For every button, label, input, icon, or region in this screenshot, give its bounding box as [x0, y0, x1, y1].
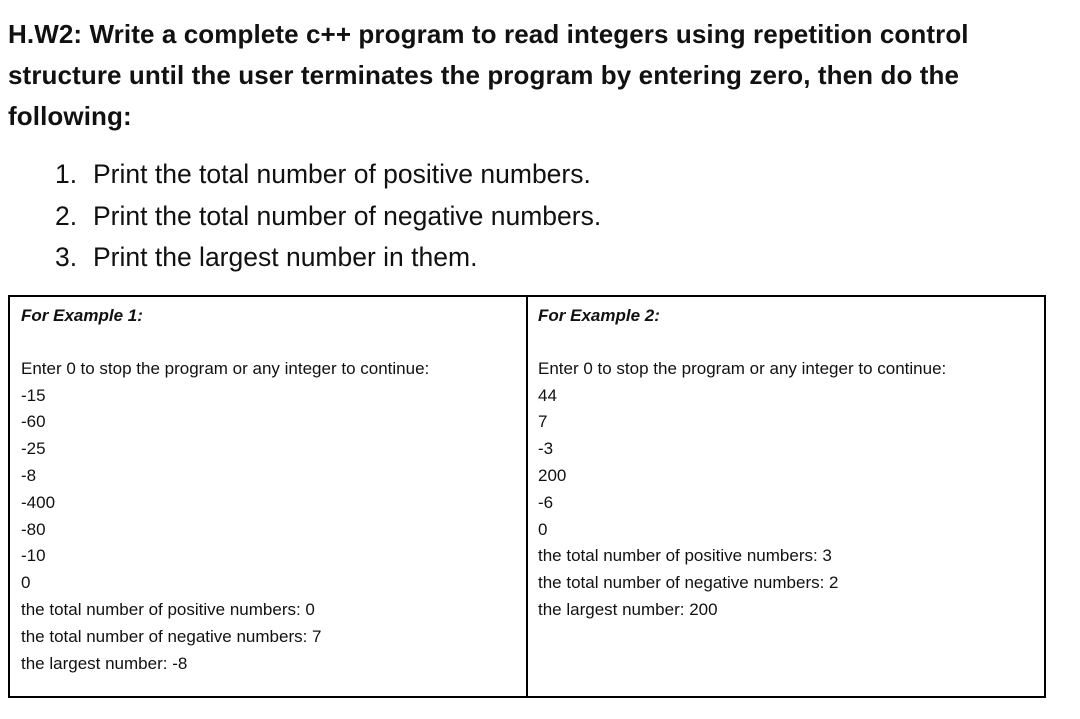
example-2-column — [528, 297, 1044, 696]
task-list — [55, 154, 601, 279]
example-1-input: -60 — [21, 412, 46, 432]
task-item — [55, 196, 601, 238]
task-item — [55, 154, 601, 196]
example-2-title: For Example 2: — [538, 306, 660, 325]
example-2-input: -6 — [538, 492, 554, 512]
example-2-input: 0 — [538, 519, 548, 539]
task-number: 2. — [55, 200, 78, 231]
example-2-input: 44 — [538, 385, 557, 405]
example-2-input: -3 — [538, 439, 554, 459]
task-text: Print the largest number in them. — [93, 242, 478, 272]
example-2-output: the total number of negative numbers: 2 — [538, 573, 839, 593]
example-1-output: the total number of negative numbers: 7 — [21, 626, 322, 646]
example-1-input: -10 — [21, 546, 46, 566]
example-2-prompt: Enter 0 to stop the program or any integer to continue: — [538, 358, 947, 378]
example-1-input: -15 — [21, 385, 46, 405]
example-1-input: -8 — [21, 465, 37, 485]
task-item — [55, 237, 601, 279]
example-2-output: the total number of positive numbers: 3 — [538, 546, 832, 566]
example-1-column — [10, 297, 528, 696]
example-1-output: the total number of positive numbers: 0 — [21, 599, 315, 619]
example-2-output: the largest number: 200 — [538, 599, 718, 619]
example-1-input: -80 — [21, 519, 46, 539]
task-number: 3. — [55, 242, 78, 272]
task-text: Print the total number of positive numbers. — [93, 159, 591, 189]
task-number: 1. — [55, 159, 78, 189]
example-1-output: the largest number: -8 — [21, 653, 188, 673]
example-1-prompt: Enter 0 to stop the program or any integer to continue: — [21, 358, 430, 378]
task-text: Print the total number of negative numbers. — [93, 200, 602, 231]
example-1-input: -400 — [21, 492, 56, 512]
example-1-input: 0 — [21, 573, 31, 593]
assignment-heading: H.W2: Write a complete c++ program to read integers using repetition control structure until the user terminates the program by entering zero, then do the following: — [8, 19, 969, 131]
example-2-input: 7 — [538, 412, 548, 432]
example-2-input: 200 — [538, 465, 567, 485]
example-1-input: -25 — [21, 439, 46, 459]
example-1-title: For Example 1: — [21, 306, 143, 325]
examples-table — [8, 295, 1046, 698]
